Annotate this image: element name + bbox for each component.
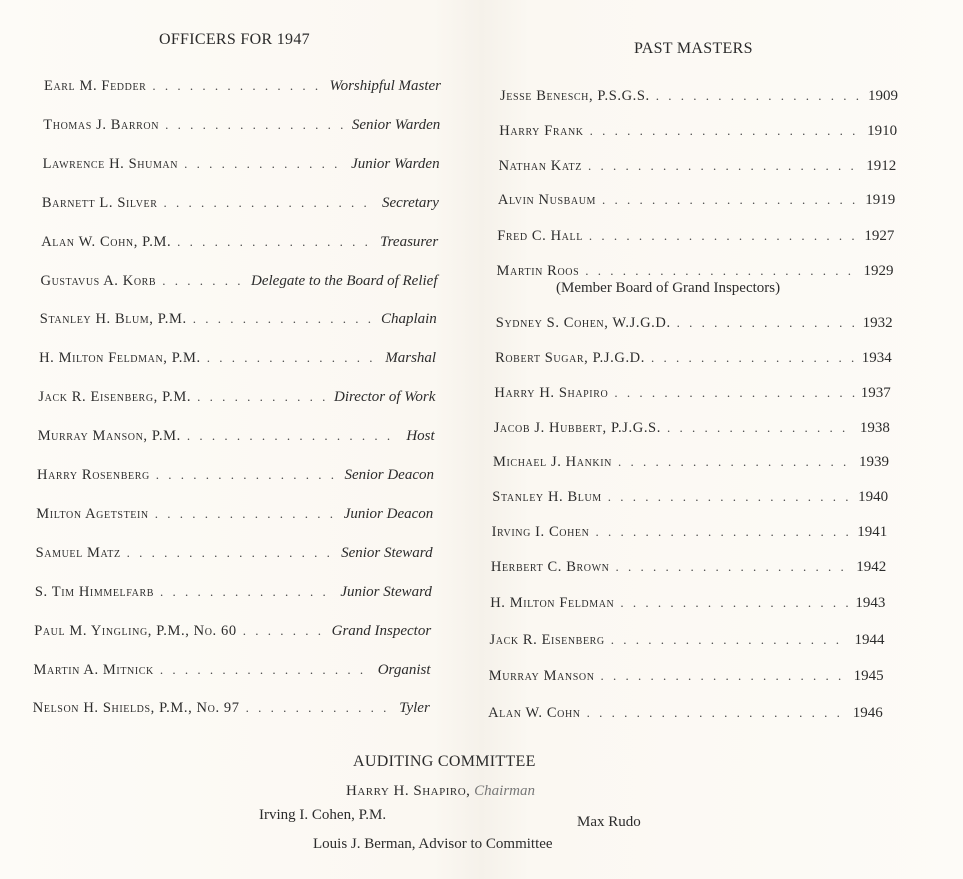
past-master-year: 1943 bbox=[855, 595, 886, 611]
dot-leader bbox=[602, 192, 859, 208]
past-master-year: 1932 bbox=[862, 315, 893, 331]
dot-leader bbox=[165, 117, 346, 133]
past-master-name: Jesse Benesch, P.S.G.S. bbox=[500, 88, 650, 104]
past-master-row bbox=[492, 524, 888, 541]
past-master-year: 1939 bbox=[859, 454, 889, 470]
dot-leader bbox=[187, 428, 400, 444]
past-master-row bbox=[494, 420, 890, 437]
past-master-row bbox=[493, 454, 889, 471]
officer-role: Director of Work bbox=[334, 389, 436, 406]
dot-leader bbox=[127, 545, 335, 561]
auditing-advisor: Louis J. Berman, Advisor to Committee bbox=[313, 836, 553, 852]
officer-role: Junior Deacon bbox=[343, 505, 434, 522]
past-master-name: Stanley H. Blum bbox=[492, 489, 602, 505]
past-master-row bbox=[489, 668, 884, 685]
officer-row bbox=[38, 389, 435, 406]
officer-row bbox=[34, 623, 431, 640]
officer-role: Worshipful Master bbox=[329, 78, 441, 94]
chair-name: Harry H. Shapiro, bbox=[346, 783, 471, 799]
officer-role: Junior Warden bbox=[351, 155, 440, 172]
past-master-row bbox=[499, 123, 897, 140]
officer-row bbox=[43, 117, 440, 134]
dot-leader bbox=[587, 705, 847, 721]
past-master-year: 1946 bbox=[852, 705, 883, 721]
past-master-name: Sydney S. Cohen, W.J.G.D. bbox=[495, 315, 671, 331]
officer-row bbox=[35, 584, 432, 601]
past-master-row bbox=[500, 88, 898, 105]
past-master-name: Herbert C. Brown bbox=[490, 559, 610, 575]
past-master-row bbox=[491, 559, 886, 576]
past-master-year: 1919 bbox=[865, 192, 896, 208]
officer-name: Alan W. Cohn, P.M. bbox=[41, 233, 172, 250]
roos-note: (Member Board of Grand Inspectors) bbox=[556, 280, 781, 296]
dot-leader bbox=[618, 454, 853, 470]
dot-leader bbox=[243, 623, 326, 639]
dot-leader bbox=[207, 350, 380, 366]
officer-role: Secretary bbox=[381, 194, 439, 211]
dot-leader bbox=[667, 420, 854, 436]
dot-leader bbox=[156, 467, 339, 483]
officer-role: Treasurer bbox=[380, 233, 439, 250]
officer-name: H. Milton Feldman, P.M. bbox=[39, 350, 201, 367]
dot-leader bbox=[162, 273, 245, 289]
past-master-row bbox=[496, 315, 893, 332]
past-master-year: 1937 bbox=[860, 385, 891, 401]
past-master-row bbox=[490, 595, 885, 612]
dot-leader bbox=[608, 489, 852, 505]
dot-leader bbox=[155, 506, 338, 522]
dot-leader bbox=[164, 195, 376, 211]
officer-name: Jack R. Eisenberg, P.M. bbox=[38, 389, 192, 406]
officer-row bbox=[43, 156, 440, 173]
past-master-row bbox=[498, 192, 895, 209]
dot-leader bbox=[651, 350, 856, 366]
past-master-name: Alan W. Cohn bbox=[488, 705, 581, 721]
officer-row bbox=[44, 78, 441, 95]
past-master-year: 1942 bbox=[856, 559, 887, 575]
auditing-heading: AUDITING COMMITTEE bbox=[353, 753, 536, 770]
dot-leader bbox=[615, 559, 850, 575]
past-master-year: 1934 bbox=[861, 350, 892, 366]
dot-leader bbox=[595, 524, 851, 540]
dot-leader bbox=[184, 156, 345, 172]
officer-name: Stanley H. Blum, P.M. bbox=[39, 311, 187, 328]
officer-row bbox=[41, 273, 438, 290]
officer-name: Harry Rosenberg bbox=[37, 467, 150, 483]
officer-row bbox=[33, 700, 430, 717]
officer-row bbox=[42, 195, 439, 212]
past-master-name: Michael J. Hankin bbox=[493, 454, 612, 470]
dot-leader bbox=[589, 228, 858, 244]
past-master-year: 1938 bbox=[859, 420, 890, 436]
past-master-row bbox=[494, 385, 890, 402]
dot-leader bbox=[246, 700, 394, 716]
past-master-year: 1941 bbox=[857, 524, 888, 540]
past-master-row bbox=[492, 489, 888, 506]
officer-row bbox=[38, 428, 435, 445]
past-master-name: Harry Frank bbox=[499, 123, 584, 139]
officer-role: Tyler bbox=[399, 700, 430, 717]
dot-leader bbox=[656, 88, 862, 104]
past-master-name: Martin Roos bbox=[496, 263, 580, 279]
auditing-member-2: Max Rudo bbox=[577, 814, 641, 830]
dot-leader bbox=[160, 584, 334, 600]
dot-leader bbox=[152, 78, 323, 94]
officer-name: Gustavus A. Korb bbox=[40, 272, 157, 289]
past-master-name: Irving I. Cohen bbox=[491, 524, 590, 540]
dot-leader bbox=[601, 668, 848, 684]
past-master-name: Alvin Nusbaum bbox=[497, 192, 597, 208]
auditing-chair bbox=[346, 783, 535, 800]
past-master-year: 1929 bbox=[863, 263, 894, 279]
officer-name: Samuel Matz bbox=[35, 544, 121, 561]
dot-leader bbox=[160, 662, 372, 678]
past-master-row bbox=[499, 158, 897, 175]
past-master-year: 1927 bbox=[864, 228, 895, 244]
past-master-row bbox=[497, 263, 894, 280]
dot-leader bbox=[620, 595, 849, 611]
dot-leader bbox=[585, 263, 857, 279]
officer-name: Murray Manson, P.M. bbox=[37, 428, 181, 445]
officer-role: Chaplain bbox=[380, 311, 437, 328]
past-master-year: 1910 bbox=[867, 123, 898, 139]
officer-role: Marshal bbox=[385, 350, 437, 367]
officer-role: Senior Steward bbox=[341, 544, 433, 561]
past-master-year: 1945 bbox=[853, 668, 884, 684]
dot-leader bbox=[611, 632, 849, 648]
officer-role: Grand Inspector bbox=[331, 622, 432, 639]
dot-leader bbox=[177, 234, 374, 250]
past-master-row bbox=[488, 705, 883, 722]
dot-leader bbox=[193, 311, 375, 327]
officer-row bbox=[41, 234, 438, 251]
officer-name: S. Tim Himmelfarb bbox=[34, 583, 155, 600]
past-master-year: 1940 bbox=[858, 489, 889, 505]
officer-row bbox=[36, 545, 433, 562]
officer-role: Delegate to the Board of Relief bbox=[251, 272, 438, 289]
past-master-name: Robert Sugar, P.J.G.D. bbox=[495, 350, 645, 366]
officer-row bbox=[39, 350, 436, 367]
officer-role: Host bbox=[406, 428, 435, 445]
officer-name: Milton Agetstein bbox=[36, 505, 149, 522]
officer-row bbox=[34, 662, 431, 679]
dot-leader bbox=[614, 385, 854, 401]
past-master-year: 1944 bbox=[854, 632, 885, 648]
officer-name: Thomas J. Barron bbox=[43, 116, 160, 133]
past-master-name: Nathan Katz bbox=[498, 158, 582, 174]
officer-role: Senior Warden bbox=[351, 116, 441, 133]
officer-name: Paul M. Yingling, P.M., No. 60 bbox=[34, 622, 237, 639]
officer-name: Barnett L. Silver bbox=[41, 194, 158, 211]
officers-heading: OFFICERS FOR 1947 bbox=[159, 31, 310, 48]
past-master-name: Jack R. Eisenberg bbox=[489, 632, 605, 648]
past-master-name: Murray Manson bbox=[488, 668, 595, 684]
officer-row bbox=[36, 506, 433, 523]
past-master-row bbox=[490, 632, 885, 649]
dot-leader bbox=[677, 315, 857, 331]
chair-title: Chairman bbox=[474, 783, 536, 799]
dot-leader bbox=[588, 158, 860, 174]
past-master-row bbox=[497, 228, 894, 245]
past-master-name: Fred C. Hall bbox=[497, 228, 583, 244]
auditing-member-1: Irving I. Cohen, P.M. bbox=[259, 807, 387, 823]
officer-role: Junior Steward bbox=[340, 583, 432, 600]
past-master-year: 1912 bbox=[866, 158, 897, 174]
officer-role: Senior Deacon bbox=[344, 467, 434, 483]
officer-name: Nelson H. Shields, P.M., No. 97 bbox=[32, 700, 240, 717]
past-master-row bbox=[495, 350, 892, 367]
officer-name: Earl M. Fedder bbox=[44, 78, 147, 94]
officer-row bbox=[37, 467, 434, 484]
dot-leader bbox=[197, 389, 328, 405]
dot-leader bbox=[590, 123, 861, 139]
past-masters-heading: PAST MASTERS bbox=[634, 40, 753, 57]
officer-row bbox=[40, 311, 437, 328]
officer-name: Martin A. Mitnick bbox=[33, 661, 154, 678]
officer-name: Lawrence H. Shuman bbox=[42, 155, 179, 172]
past-master-name: Harry H. Shapiro bbox=[494, 385, 609, 401]
past-master-name: H. Milton Feldman bbox=[490, 595, 615, 611]
officer-role: Organist bbox=[377, 661, 431, 678]
past-master-year: 1909 bbox=[868, 88, 898, 104]
past-master-name: Jacob J. Hubbert, P.J.G.S. bbox=[493, 420, 661, 436]
